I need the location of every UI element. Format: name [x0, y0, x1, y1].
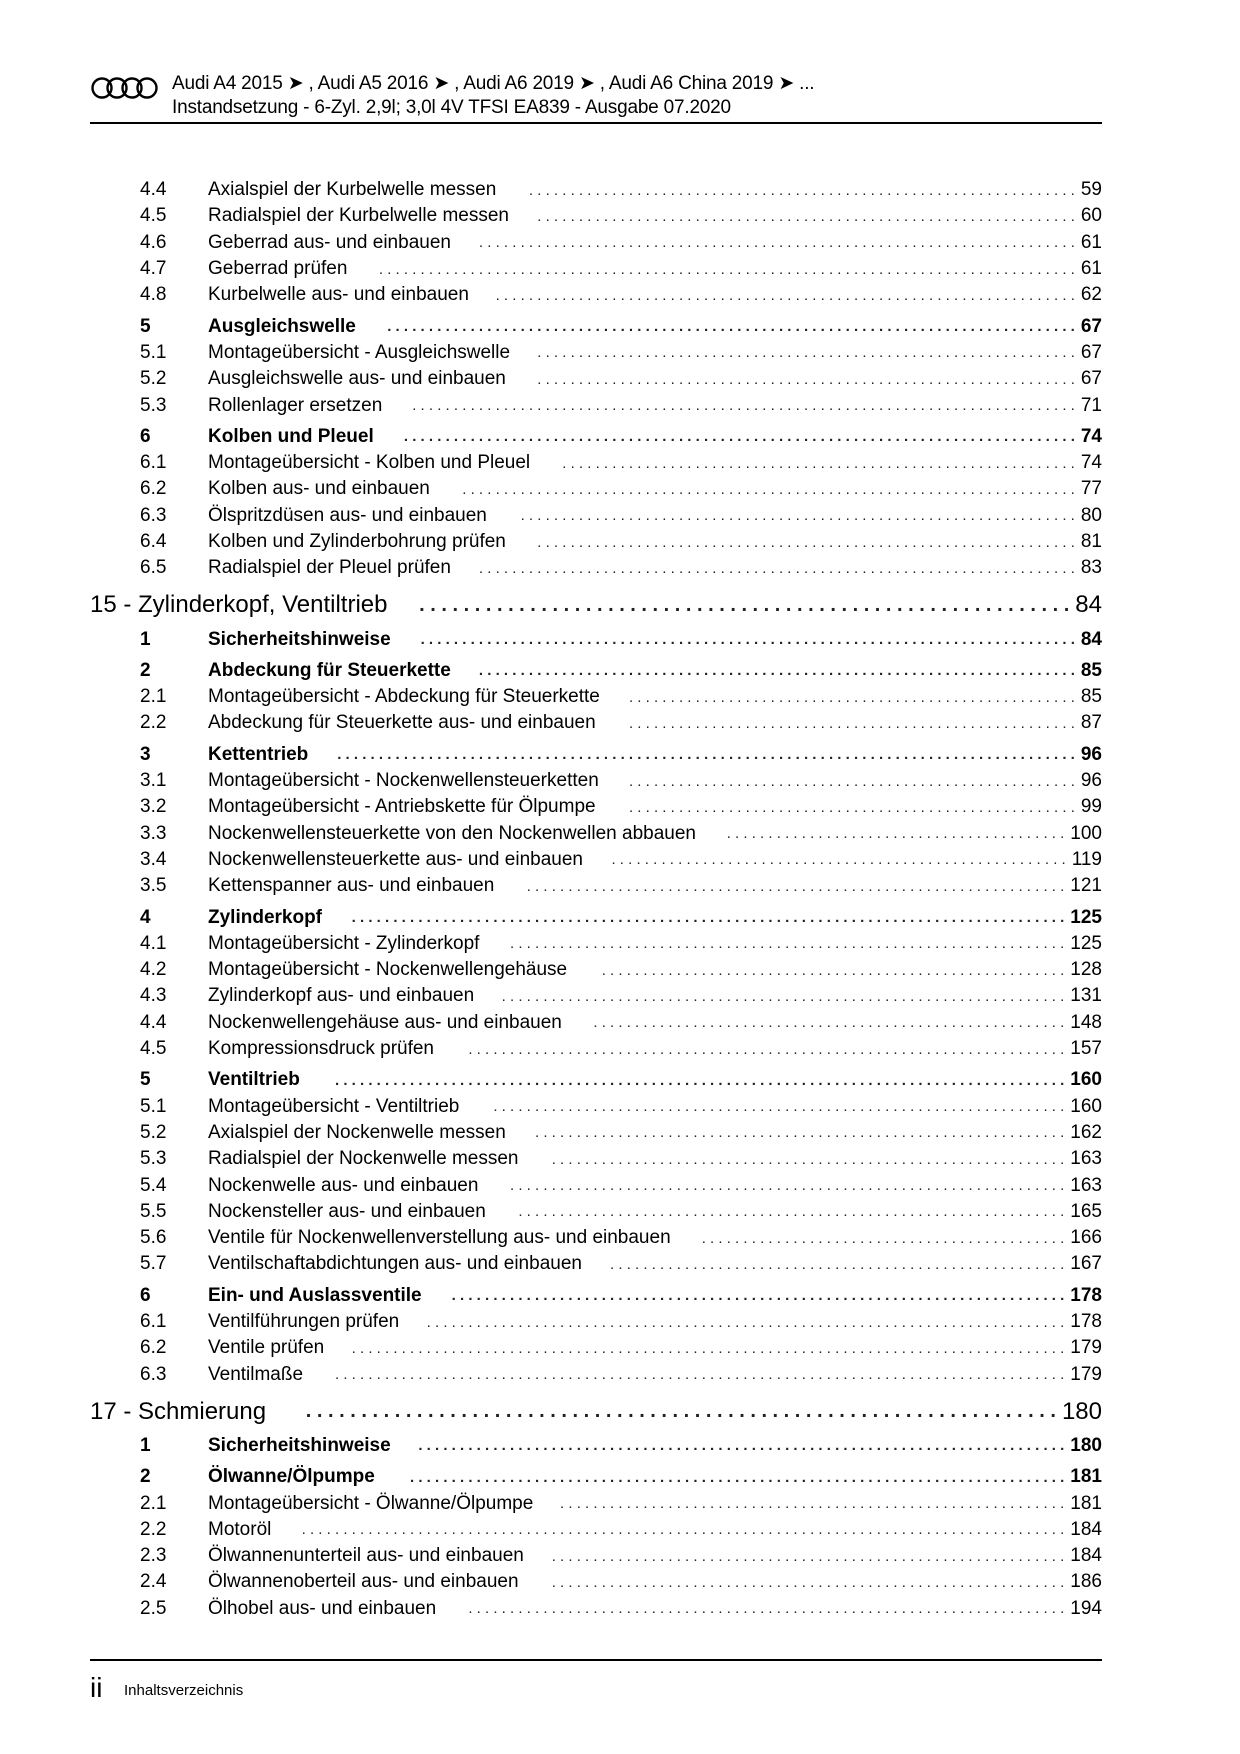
leader-dots: . . . . . . . . . . . . . . . . . . . . . . . . . . . . . . . . . . . . . . . . . . . . . . . . . . . . . . .	[611, 851, 1066, 869]
entry-page: 60	[1080, 205, 1102, 227]
entry-title: Ventilschaftabdichtungen aus- und einbauen	[208, 1253, 582, 1275]
toc-entry[interactable]	[90, 1172, 1102, 1198]
footer-title: Inhaltsverzeichnis	[124, 1682, 244, 1699]
header-divider	[90, 122, 1102, 124]
entry-title: 15 - Zylinderkopf, Ventiltrieb	[90, 591, 388, 619]
toc-entry[interactable]	[90, 366, 1102, 392]
entry-title: Ölspritzdüsen aus- und einbauen	[208, 504, 487, 526]
entry-title: Geberrad aus- und einbauen	[208, 231, 451, 253]
entry-title: Kettentrieb	[208, 743, 309, 765]
entry-page: 178	[1070, 1284, 1102, 1306]
leader-dots: . . . . . . . . . . . . . . . . . . . . . . . . . . . . . . . . . . . . . . . . . . . . . . . . . . . . . . . . . . . . . . . .	[535, 1124, 1065, 1142]
toc-entry[interactable]	[90, 768, 1102, 794]
leader-dots: . . . . . . . . . . . . . . . . . . . . . . . . . . . . . . . . . . . . . . . . . . . . . . . . . . . . . . . . . . . . . . . . . . . .	[501, 987, 1065, 1005]
entry-title: Abdeckung für Steuerkette	[208, 659, 451, 681]
entry-number: 4.4	[140, 179, 167, 201]
entry-page: 96	[1080, 770, 1102, 792]
entry-page: 67	[1080, 368, 1102, 390]
leader-dots: . . . . . . . . . . . . . . . . . . . . . . . . . . . . . . . . . . . . . . . . . . . . . . . . . . . . . . . . .	[593, 1014, 1065, 1032]
entry-title: Geberrad prüfen	[208, 258, 348, 280]
entry-title: Axialspiel der Kurbelwelle messen	[208, 179, 497, 201]
entry-page: 61	[1080, 258, 1102, 280]
toc-entry[interactable]	[90, 710, 1102, 736]
leader-dots: . . . . . . . . . . . . . . . . . . . . . . . . . . . . . . . . . . . . . . . . . . . . . . . . . . . . . . . . . . . . . . . . . . . . . . . . . . . . . . . . . . . . . . . .	[334, 1366, 1065, 1384]
entry-page: 194	[1070, 1597, 1102, 1619]
toc-entry[interactable]	[90, 1251, 1102, 1277]
leader-dots: . . . . . . . . . . . . . . . . . . . . . . . . . . . . . . . . . . . . . . . . . . . . . . . . . . . . . .	[628, 714, 1075, 732]
entry-number: 6.2	[140, 478, 167, 500]
leader-dots: . . . . . . . . . . . . . . . . . . . . . . . . . . . . . . . . . . . . . . . . . . . . . . . . . . . . . . . . . . . . . . . . . . .	[510, 935, 1065, 953]
toc-entry[interactable]	[90, 847, 1102, 873]
entry-number: 3.5	[140, 875, 167, 897]
entry-page: 162	[1070, 1121, 1102, 1143]
entry-title: Ölwannenoberteil aus- und einbauen	[208, 1571, 519, 1593]
entry-number: 6	[140, 1284, 151, 1306]
entry-title: Montageübersicht - Abdeckung für Steuerkette	[208, 686, 600, 708]
leader-dots: . . . . . . . . . . . . . . . . . . . . . . . . . . . . . . . . . . . . . . . . . . . . . . . . . . . . . . . . . . . . . . . . . . . . . . . . . . . . . . . . . . . . . .	[351, 1339, 1065, 1357]
toc-chapter[interactable]	[90, 1396, 1102, 1428]
entry-title: Ventile für Nockenwellenverstellung aus- und einbauen	[208, 1227, 671, 1249]
toc-entry[interactable]	[90, 1199, 1102, 1225]
entry-page: 74	[1080, 425, 1102, 447]
leader-dots: . . . . . . . . . . . . . . . . . . . . . . . . . . . . . . . . . . . . . . . . . . . . . . . . . . . . . . . . . . . . . . . . . . . . . . . .	[468, 1040, 1065, 1058]
toc-entry[interactable]	[90, 1543, 1102, 1569]
entry-page: 85	[1080, 659, 1102, 681]
entry-page: 74	[1080, 452, 1102, 474]
toc-section[interactable]	[90, 313, 1102, 339]
entry-number: 6.1	[140, 452, 167, 474]
entry-page: 81	[1080, 531, 1102, 552]
entry-number: 3.1	[140, 770, 167, 792]
entry-number: 1	[140, 1434, 151, 1456]
entry-number: 5.3	[140, 394, 167, 416]
entry-title: Ölwanne/Ölpumpe	[208, 1466, 375, 1488]
entry-title: Sicherheitshinweise	[208, 1434, 391, 1456]
leader-dots: . . . . . . . . . . . . . . . . . . . . . . . . . . . . . . . . . . . . . . . . . . . . . . . . . . . . . . . . . . . . . . . . . . . . . .	[495, 286, 1075, 304]
entry-page: 186	[1070, 1571, 1102, 1593]
toc-entry[interactable]	[90, 1146, 1102, 1172]
toc-entry[interactable]	[90, 450, 1102, 476]
entry-page: 77	[1080, 478, 1102, 500]
entry-number: 6.5	[140, 557, 167, 579]
entry-number: 2.4	[140, 1571, 167, 1593]
entry-title: Montageübersicht - Nockenwellensteuerketten	[208, 770, 599, 792]
toc-entry[interactable]	[90, 256, 1102, 282]
entry-title: Radialspiel der Pleuel prüfen	[208, 557, 451, 579]
entry-number: 3.2	[140, 796, 167, 818]
entry-title: Radialspiel der Nockenwelle messen	[208, 1148, 519, 1170]
entry-title: Kolben aus- und einbauen	[208, 478, 430, 500]
leader-dots: . . . . . . . . . . . . . . . . . . . . . . . . . . . . . . . . . . . . . . . . . . . . . . . . . . . . . . . . . . . . . . . . . . . . . . . .	[478, 234, 1075, 252]
leader-dots: . . . . . . . . . . . . . . . . . . . . . . . . . . . . . . . . . . . . . . . . . . . . . . . . . . . . . . . . . . . . . . . . . . . . . . . . . . . . . . . .	[412, 397, 1075, 415]
leader-dots: . . . . . . . . . . . . . . . . . . . . . . . . . . . . . . . . . . . . . . . . . . . . . . . . . . . . . . . . . . . . . . . . . . . . . . . . . . . . . . . . . . .	[387, 318, 1075, 336]
leader-dots: . . . . . . . . . . . . . . . . . . . . . . . . . . . . . . . . . . . . . . . . . . . . . . . . . . . . . . . . . . . . . . . . . . . . . . . . . . . . . . . . . . . . . . . .	[334, 1071, 1065, 1089]
leader-dots: . . . . . . . . . . . . . . . . . . . . . . . . . . . . . . . . . . . . . . . . . . . . . . . . . . . . . . . . . . . . . . . . . . .	[510, 1177, 1065, 1195]
entry-title: Axialspiel der Nockenwelle messen	[208, 1121, 506, 1143]
toc-entry[interactable]	[90, 957, 1102, 983]
entry-page: 125	[1070, 906, 1102, 928]
leader-dots: . . . . . . . . . . . . . . . . . . . . . . . . . . . . . . . . . . . . . . . . . . . . . . . . . . . . . . . . . . . . . .	[551, 1573, 1065, 1591]
entry-title: Ventilmaße	[208, 1363, 304, 1385]
leader-dots: . . . . . . . . . . . . . . . . . . . . . . . . . . . . . . . . . . . . . . . . . . . . . . . . . . . . . . . . . . . . . .	[551, 1150, 1065, 1168]
entry-page: 166	[1070, 1227, 1102, 1249]
entry-number: 2.2	[140, 712, 167, 734]
entry-title: Zylinderkopf	[208, 906, 323, 928]
entry-page: 121	[1070, 875, 1102, 897]
entry-page: 184	[1070, 1518, 1102, 1540]
toc-entry[interactable]	[90, 555, 1102, 581]
leader-dots: . . . . . . . . . . . . . . . . . . . . . . . . . . . . . . . . . . . . . . . . . . . . . . . . . . . . . . . . . . . . . . . . .	[537, 344, 1075, 362]
entry-page: 59	[1080, 179, 1102, 201]
entry-title: Montageübersicht - Kolben und Pleuel	[208, 452, 531, 474]
toc-entry[interactable]	[90, 1569, 1102, 1595]
leader-dots: . . . . . . . . . . . . . . . . . . . . . . . . . . . . . . . . . . . . . . . . . . . . . . . . . . . . . . . . . . . . . . . . . . . . . . . . . .	[451, 1287, 1065, 1305]
entry-number: 2	[140, 1466, 151, 1488]
leader-dots: . . . . . . . . . . . . . . . . . . . . . . . . . . . . . . . . . . . . . . . . . . . . . . . . . . . . . . . . . . . . . . . . . .	[518, 1203, 1065, 1221]
toc-entry[interactable]	[90, 1596, 1102, 1622]
leader-dots: . . . . . . . . . . . . . . . . . . . . . . . . . . . . . . . . . . . . . . . . . . . . . . . . . . . . . . . . . . . . . . . . .	[526, 877, 1065, 895]
leader-dots: . . . . . . . . . . . . . . . . . . . . . . . . . . . . . . . . . . . . . . . . . . . . . . . . . . . . . . . . . . . . . . . . . . . . . . . . . .	[462, 480, 1075, 498]
entry-number: 6.3	[140, 504, 167, 526]
entry-title: Nockensteller aus- und einbauen	[208, 1200, 486, 1222]
leader-dots: . . . . . . . . . . . . . . . . . . . . . . . . . . . . . . . . . . . . . . . . . . . . . . . . . . . . . . . . . . . . . . . . . . . . . . . . . . . . . . . . . . . .	[378, 260, 1075, 278]
entry-title: Ausgleichswelle aus- und einbauen	[208, 368, 506, 390]
entry-title: Montageübersicht - Ventiltrieb	[208, 1095, 460, 1117]
entry-page: 157	[1070, 1038, 1102, 1060]
entry-number: 4.2	[140, 959, 167, 981]
leader-dots: . . . . . . . . . . . . . . . . . . . . . . . . . . . . . . . . . . . . . . . . . . . . . . . . . . . . . . . . . . .	[419, 593, 1070, 616]
leader-dots: . . . . . . . . . . . . . . . . . . . . . . . . . . . . . . . . . . . . . . . . . . . . . . . . . . . . . .	[628, 688, 1075, 706]
entry-page: 99	[1080, 796, 1102, 818]
entry-page: 179	[1070, 1363, 1102, 1385]
entry-number: 4.8	[140, 284, 167, 306]
toc-entry[interactable]	[90, 203, 1102, 229]
entry-number: 3	[140, 743, 151, 765]
entry-page: 80	[1080, 504, 1102, 526]
header-models: Audi A4 2015 ➤ , Audi A5 2016 ➤ , Audi A6 2019 ➤ , Audi A6 China 2019 ➤ ...	[172, 73, 815, 94]
toc-section[interactable]	[90, 658, 1102, 684]
leader-dots: . . . . . . . . . . . . . . . . . . . . . . . . . . . . . . . . . . . . . . . . . . . . . . . . . . . . . . . . . . . . . . . . . . . . . . . . . . . . . .	[418, 1437, 1065, 1455]
entry-page: 84	[1080, 628, 1102, 650]
leader-dots: . . . . . . . . . . . . . . . . . . . . . . . . . . . . . . . . . . . . . . . . . . . . . . . . . . . . . . . . . . . . . . . . . . . . . . . . . . . . . . .	[420, 631, 1075, 649]
entry-title: Ein- und Auslassventile	[208, 1284, 422, 1306]
leader-dots: . . . . . . . . . . . . . . . . . . . . . . . . . . . . . . . . . . . . . . . . . . . .	[701, 1229, 1065, 1247]
entry-title: 17 - Schmierung	[90, 1397, 267, 1425]
toc-section[interactable]	[90, 742, 1102, 768]
header-subtitle: Instandsetzung - 6-Zyl. 2,9l; 3,0l 4V TFSI EA839 - Ausgabe 07.2020	[172, 97, 731, 118]
entry-page: 119	[1071, 848, 1102, 870]
toc-section[interactable]	[90, 1464, 1102, 1490]
entry-page: 148	[1070, 1011, 1102, 1033]
entry-page: 84	[1075, 591, 1102, 619]
toc-entry[interactable]	[90, 931, 1102, 957]
entry-page: 67	[1080, 341, 1102, 363]
entry-number: 6.4	[140, 531, 167, 552]
entry-number: 5.5	[140, 1200, 167, 1222]
leader-dots: . . . . . . . . . . . . . . . . . . . . . . . . . . . . . . . . . . . . . . . . . . . . . . . . . . . . . . . . . . . . . . . . . . . . . . . . . . . . .	[426, 1313, 1065, 1331]
toc-entry[interactable]	[90, 1094, 1102, 1120]
entry-number: 5.6	[140, 1227, 167, 1249]
leader-dots: . . . . . . . . . . . . . . . . . . . . . . . . . . . . . . . . . . . . . . . . . . . . . . . . . . . . . . . . . . . . . . . . . . . . . . . . . . . . . . . . . . . . . .	[351, 909, 1065, 927]
toc-entry[interactable]	[90, 282, 1102, 308]
entry-number: 5.4	[140, 1174, 167, 1196]
leader-dots: . . . . . . . . . . . . . . . . . . . . . . . . . . . . . . . . . . . . . . . . . . . . . . . . . . . . . . . . . . . . . . . . . . . .	[305, 1400, 1056, 1423]
entry-number: 5.2	[140, 368, 167, 390]
entry-title: Rollenlager ersetzen	[208, 394, 383, 416]
entry-number: 5.1	[140, 341, 167, 363]
leader-dots: . . . . . . . . . . . . . . . . . . . . . . . . . . . . . . . . . . . . . . . . . . . . . . . . . . . . . .	[628, 772, 1075, 790]
entry-page: 125	[1070, 932, 1102, 954]
toc-section[interactable]	[90, 626, 1102, 652]
entry-number: 4.7	[140, 258, 167, 280]
footer-page-number: ii	[90, 1672, 103, 1703]
toc-entry[interactable]	[90, 230, 1102, 256]
toc-entry[interactable]	[90, 392, 1102, 418]
toc-section[interactable]	[90, 904, 1102, 930]
entry-page: 67	[1080, 315, 1102, 337]
entry-number: 5	[140, 315, 151, 337]
entry-title: Motoröl	[208, 1518, 272, 1540]
toc-entry[interactable]	[90, 1517, 1102, 1543]
entry-title: Radialspiel der Kurbelwelle messen	[208, 205, 509, 227]
entry-page: 100	[1070, 822, 1102, 844]
toc-entry[interactable]	[90, 1225, 1102, 1251]
leader-dots: . . . . . . . . . . . . . . . . . . . . . . . . . . . . . . . . . . . . . . . . . . . . . . . . . . . . . . . . . . . . . . . . . . . . . . . . . . . . . . . . .	[403, 428, 1075, 446]
entry-page: 62	[1080, 284, 1102, 306]
leader-dots: . . . . . . . . . . . . . . . . . . . . . . . . . . . . . . . . . . . . . . . . . . . . . . . . . . . . . .	[628, 798, 1075, 816]
leader-dots: . . . . . . . . . . . . . . . . . . . . . . . . . . . . . . . . . . . . . . . . . . . . . . . . . . . . . . .	[610, 1255, 1065, 1273]
toc-entry[interactable]	[90, 983, 1102, 1009]
leader-dots: . . . . . . . . . . . . . . . . . . . . . . . . . . . . . . . . . . . . . . . . . . . . . . . . . . . . . . . . . . . . . . . . . . .	[520, 507, 1075, 525]
entry-title: Ventilführungen prüfen	[208, 1311, 400, 1333]
toc-entry[interactable]	[90, 1036, 1102, 1062]
entry-page: 178	[1070, 1311, 1102, 1333]
entry-title: Kolben und Zylinderbohrung prüfen	[208, 531, 506, 552]
leader-dots: . . . . . . . . . . . . . . . . . . . . . . . . . . . . . . . . . . . . . . . . . . . . . . . . . . . . . . . . . . . . . . . . . . . . . . . .	[478, 559, 1075, 577]
leader-dots: . . . . . . . . . . . . . . . . . . . . . . . . . . . . . . . . . . . . . . . . . . . . . . . . . . . . . . . . . . . . . . . . .	[537, 533, 1075, 551]
leader-dots: . . . . . . . . . . . . . . . . . . . . . . . . . . . . . . . . . . . . . . . . . . . . . . . . . . . . . . . . . . . . . . . . . .	[528, 181, 1075, 199]
entry-page: 160	[1070, 1095, 1102, 1117]
entry-page: 131	[1070, 985, 1102, 1007]
toc-entry[interactable]	[90, 1335, 1102, 1361]
entry-number: 3.4	[140, 848, 167, 870]
entry-title: Kolben und Pleuel	[208, 425, 374, 447]
toc-entry[interactable]	[90, 529, 1102, 555]
toc-section[interactable]	[90, 1283, 1102, 1309]
entry-title: Ausgleichswelle	[208, 315, 356, 337]
entry-title: Zylinderkopf aus- und einbauen	[208, 985, 475, 1007]
entry-number: 2.3	[140, 1545, 167, 1567]
entry-number: 4.5	[140, 205, 167, 227]
toc-section[interactable]	[90, 1433, 1102, 1459]
entry-title: Kompressionsdruck prüfen	[208, 1038, 434, 1060]
entry-number: 2.5	[140, 1597, 167, 1619]
entry-title: Ölhobel aus- und einbauen	[208, 1597, 437, 1619]
leader-dots: . . . . . . . . . . . . . . . . . . . . . . . . . . . . . . . . . . . . . . . . . . . . . . . . . . . . . . . . . . . . . . . . . . . . . . . . . . . . . . . . . . . . . . . . . . . .	[301, 1521, 1065, 1539]
leader-dots: . . . . . . . . . . . . . . . . . . . . . . . . . . . . . . . . . . . . . . . . . . . . . . . . . . . . . . . . . . . . . .	[551, 1547, 1065, 1565]
entry-page: 180	[1070, 1434, 1102, 1456]
entry-page: 179	[1070, 1337, 1102, 1359]
entry-number: 4.6	[140, 231, 167, 253]
entry-page: 163	[1070, 1174, 1102, 1196]
entry-number: 4.1	[140, 932, 167, 954]
entry-page: 165	[1070, 1200, 1102, 1222]
page-header	[90, 72, 1102, 126]
leader-dots: . . . . . . . . . . . . . . . . . . . . . . . . . . . . . . . . . . . . . . . . . . . . . . . . . . . . . . . . . . . . . .	[562, 454, 1075, 472]
entry-page: 184	[1070, 1545, 1102, 1567]
entry-page: 87	[1080, 712, 1102, 734]
leader-dots: . . . . . . . . . . . . . . . . . . . . . . . . . . . . . . . . . . . . . . . . . . . . . . . . . . . . . . . . . . . . . . . . .	[537, 207, 1075, 225]
entry-page: 160	[1070, 1069, 1102, 1091]
entry-page: 167	[1070, 1253, 1102, 1275]
entry-number: 4.4	[140, 1011, 167, 1033]
toc-chapter[interactable]	[90, 589, 1102, 621]
entry-page: 85	[1080, 686, 1102, 708]
toc-entry[interactable]	[90, 177, 1102, 203]
toc-entry[interactable]	[90, 1361, 1102, 1387]
toc-entry[interactable]	[90, 1309, 1102, 1335]
entry-number: 5.7	[140, 1253, 167, 1275]
entry-number: 5.1	[140, 1095, 167, 1117]
leader-dots: . . . . . . . . . . . . . . . . . . . . . . . . . . . . . . . . . . . . . . . . . . . . . . . . . . . . . . . . . . . . . . . . . . . . .	[493, 1098, 1065, 1116]
entry-page: 128	[1070, 959, 1102, 981]
entry-page: 180	[1061, 1397, 1102, 1425]
entry-title: Ventile prüfen	[208, 1337, 325, 1359]
entry-page: 83	[1080, 557, 1102, 579]
entry-page: 96	[1080, 743, 1102, 765]
entry-number: 6.1	[140, 1311, 167, 1333]
entry-page: 163	[1070, 1148, 1102, 1170]
entry-number: 4	[140, 906, 151, 928]
entry-title: Montageübersicht - Zylinderkopf	[208, 932, 480, 954]
leader-dots: . . . . . . . . . . . . . . . . . . . . . . . . . . . . . . . . . . . . . . . . . . . . . . . . . . . . . . . . . . . . . . . . . . . . . . . . . . . . . . .	[410, 1468, 1065, 1486]
entry-number: 5	[140, 1069, 151, 1091]
entry-number: 5.3	[140, 1148, 167, 1170]
table-of-contents	[90, 177, 1102, 1622]
toc-entry[interactable]	[90, 1120, 1102, 1146]
entry-number: 3.3	[140, 822, 167, 844]
entry-number: 6.3	[140, 1363, 167, 1385]
entry-title: Ventiltrieb	[208, 1069, 300, 1091]
toc-entry[interactable]	[90, 794, 1102, 820]
entry-title: Nockenwellengehäuse aus- und einbauen	[208, 1011, 562, 1033]
entry-title: Montageübersicht - Ausgleichswelle	[208, 341, 511, 363]
leader-dots: . . . . . . . . . . . . . . . . . . . . . . . . . . . . . . . . . . . . . . . . . . . . . . . . . . . . . . . . . . . . . . . . . . . . . . . .	[478, 662, 1075, 680]
entry-page: 181	[1070, 1492, 1102, 1514]
leader-dots: . . . . . . . . . . . . . . . . . . . . . . . . . . . . . . . . . . . . . . . . . . . . . . . . . . . . . . . . . . . . . . . . . . . . . . . . . . . . . . . . . . . . . . . . .	[337, 746, 1075, 764]
entry-title: Nockenwellensteuerkette von den Nockenwellen abbauen	[208, 822, 696, 844]
entry-number: 1	[140, 628, 151, 650]
entry-number: 2	[140, 659, 151, 681]
audi-logo	[90, 76, 160, 100]
entry-number: 2.1	[140, 686, 167, 708]
entry-title: Kurbelwelle aus- und einbauen	[208, 284, 469, 306]
toc-entry[interactable]	[90, 821, 1102, 847]
leader-dots: . . . . . . . . . . . . . . . . . . . . . . . . . . . . . . . . . . . . . . . . . . . . . . . . . . . . . . . . . . . . .	[560, 1495, 1065, 1512]
entry-title: Kettenspanner aus- und einbauen	[208, 875, 495, 897]
leader-dots: . . . . . . . . . . . . . . . . . . . . . . . . . . . . . . . . . . . . . . . . . . . . . . . . . . . . . . . . . . . . . . . . .	[537, 370, 1075, 388]
toc-entry[interactable]	[90, 340, 1102, 366]
leader-dots: . . . . . . . . . . . . . . . . . . . . . . . . . . . . . . . . . . . . . . . . .	[726, 825, 1065, 843]
leader-dots: . . . . . . . . . . . . . . . . . . . . . . . . . . . . . . . . . . . . . . . . . . . . . . . . . . . . . . . . . . . . . . . . . . . . . . . .	[468, 1600, 1065, 1618]
toc-section[interactable]	[90, 424, 1102, 450]
entry-title: Montageübersicht - Ölwanne/Ölpumpe	[208, 1492, 534, 1514]
toc-section[interactable]	[90, 1067, 1102, 1093]
toc-entry[interactable]	[90, 476, 1102, 502]
footer-divider	[90, 1659, 1102, 1661]
toc-entry[interactable]	[90, 873, 1102, 899]
toc-entry[interactable]	[90, 1010, 1102, 1036]
toc-entry[interactable]	[90, 1490, 1102, 1516]
entry-title: Abdeckung für Steuerkette aus- und einbauen	[208, 712, 596, 734]
entry-page: 181	[1070, 1466, 1102, 1488]
toc-entry[interactable]	[90, 503, 1102, 529]
entry-number: 6.2	[140, 1337, 167, 1359]
entry-page: 61	[1080, 231, 1102, 253]
entry-title: Nockenwellensteuerkette aus- und einbauen	[208, 848, 583, 870]
entry-title: Nockenwelle aus- und einbauen	[208, 1174, 479, 1196]
entry-page: 71	[1080, 394, 1102, 416]
toc-entry[interactable]	[90, 684, 1102, 710]
entry-title: Ölwannenunterteil aus- und einbauen	[208, 1545, 524, 1567]
entry-number: 4.3	[140, 985, 167, 1007]
entry-number: 2.2	[140, 1518, 167, 1540]
entry-number: 2.1	[140, 1492, 167, 1514]
entry-title: Montageübersicht - Nockenwellengehäuse	[208, 959, 568, 981]
leader-dots: . . . . . . . . . . . . . . . . . . . . . . . . . . . . . . . . . . . . . . . . . . . . . . . . . . . . . . . .	[601, 961, 1065, 979]
entry-title: Sicherheitshinweise	[208, 628, 391, 650]
entry-number: 5.2	[140, 1121, 167, 1143]
entry-number: 6	[140, 425, 151, 447]
entry-number: 4.5	[140, 1038, 167, 1060]
entry-title: Montageübersicht - Antriebskette für Ölpumpe	[208, 796, 596, 818]
